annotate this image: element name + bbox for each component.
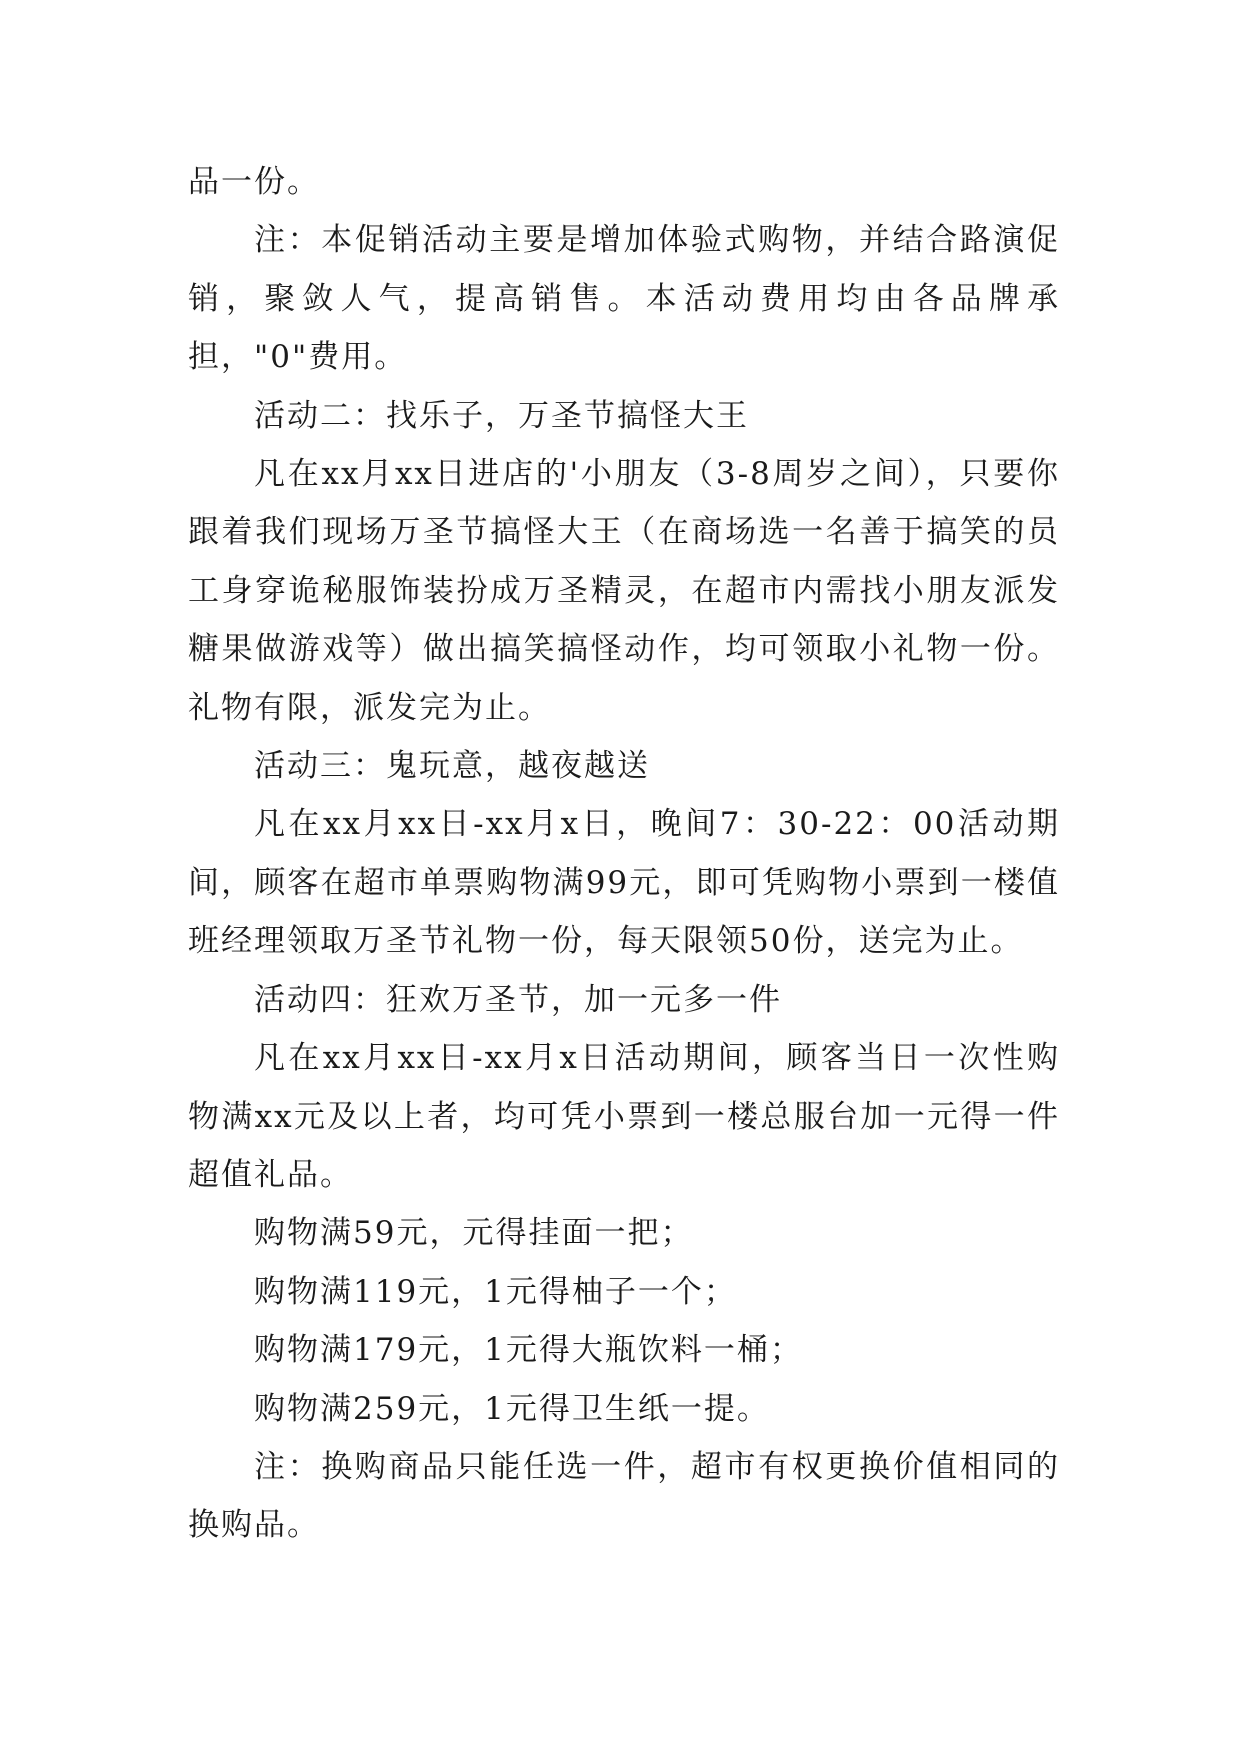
paragraph-note-1: 注：本促销活动主要是增加体验式购物，并结合路演促销，聚敛人气，提高销售。本活动费用均由各品牌承担，"0"费用。 [188, 222, 1060, 376]
document-body [188, 153, 1060, 1555]
paragraph-activity-3: 凡在xx月xx日-xx月x日，晚间7：30-22：00活动期间，顾客在超市单票购物满99元，即可凭购物小票到一楼值班经理领取万圣节礼物一份，每天限领50份，送完为止。 [188, 806, 1060, 960]
paragraph-note-2: 注：换购商品只能任选一件，超市有权更换价值相同的换购品。 [188, 1448, 1060, 1544]
paragraph-activity-4: 凡在xx月xx日-xx月x日活动期间，顾客当日一次性购物满xx元及以上者，均可凭小票到一楼总服台加一元得一件超值礼品。 [188, 1040, 1060, 1193]
heading-activity-3: 活动三：鬼玩意，越夜越送 [254, 748, 650, 785]
heading-activity-4: 活动四：狂欢万圣节，加一元多一件 [254, 981, 782, 1018]
paragraph-continuation: 品一份。 [188, 164, 320, 200]
list-item-tier-3: 购物满179元，1元得大瓶饮料一桶； [254, 1332, 803, 1369]
heading-activity-2: 活动二：找乐子，万圣节搞怪大王 [254, 397, 749, 434]
list-item-tier-1: 购物满59元，元得挂面一把； [254, 1215, 694, 1252]
list-item-tier-2: 购物满119元，1元得柚子一个； [254, 1273, 737, 1310]
list-item-tier-4: 购物满259元，1元得卫生纸一提。 [254, 1390, 770, 1427]
paragraph-activity-2: 凡在xx月xx日进店的'小朋友（3-8周岁之间），只要你跟着我们现场万圣节搞怪大王（在商场选一名善于搞笑的员工身穿诡秘服饰装扮成万圣精灵，在超市内需找小朋友派发糖果做游戏等）做出搞笑搞怪动作，均可领取小礼物一份。礼物有限，派发完为止。 [188, 456, 1060, 726]
